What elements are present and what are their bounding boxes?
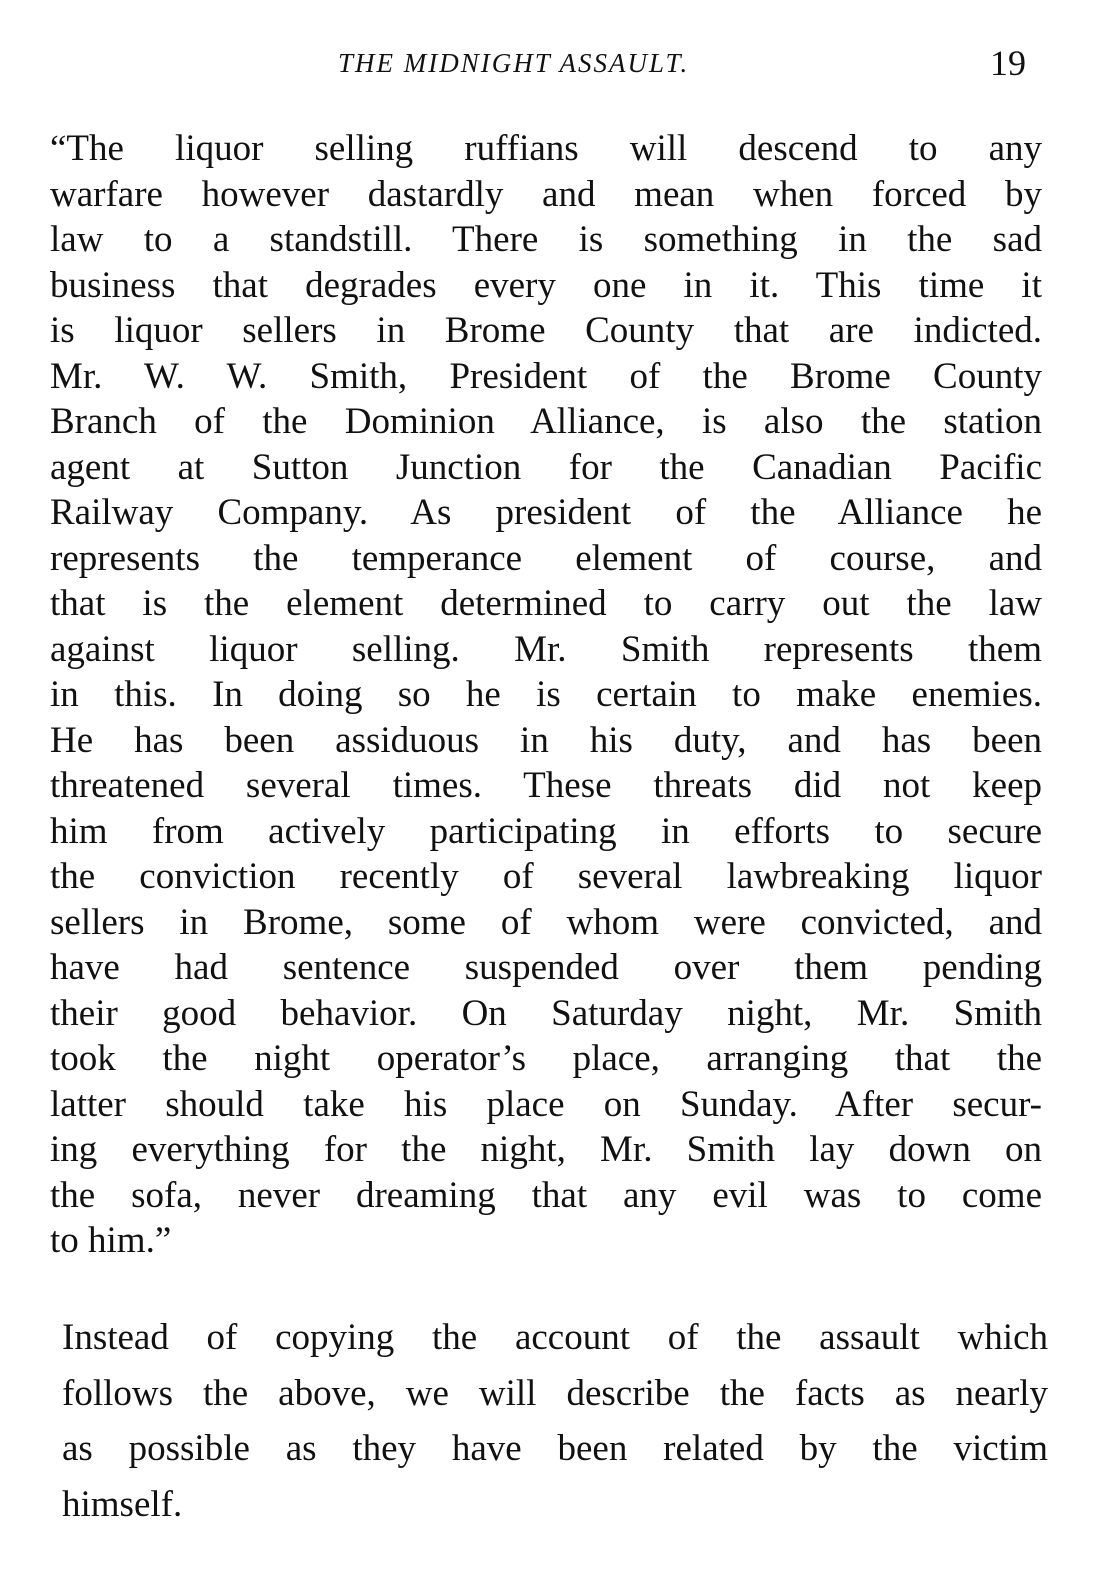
text-line: threatened several times. These threats did not keep <box>50 765 1042 806</box>
text-line: warfare however dastardly and mean when forced by <box>50 173 1042 215</box>
text-line: follows the above, we will describe the facts as nearly <box>62 1372 1048 1414</box>
text-line: that is the element determined to carry out the law <box>50 583 1042 624</box>
text-line: latter should take his place on Sunday. After secur- <box>50 1083 1042 1125</box>
text-line: in this. In doing so he is certain to make enemies. <box>50 674 1042 715</box>
page-number: 19 <box>990 43 1026 83</box>
text-line: ing everything for the night, Mr. Smith lay down on <box>50 1129 1042 1170</box>
running-head <box>0 42 1110 92</box>
running-title: THE MIDNIGHT ASSAULT. <box>338 48 690 78</box>
text-line: as possible as they have been related by the victim <box>62 1428 1048 1469</box>
text-line: have had sentence suspended over them pending <box>50 947 1042 988</box>
text-line: He has been assiduous in his duty, and has been <box>50 719 1042 761</box>
quoted-passage <box>50 126 1042 1264</box>
text-line: the conviction recently of several lawbreaking liquor <box>50 856 1042 897</box>
text-line: the sofa, never dreaming that any evil was to come <box>50 1174 1042 1216</box>
text-line: “The liquor selling ruffians will descend to any <box>50 128 1042 169</box>
text-line: their good behavior. On Saturday night, Mr. Smith <box>50 992 1042 1034</box>
text-line: Mr. W. W. Smith, President of the Brome County <box>50 355 1042 397</box>
text-line: against liquor selling. Mr. Smith represents them <box>50 628 1042 670</box>
text-line: himself. <box>62 1483 183 1525</box>
text-line: Branch of the Dominion Alliance, is also the station <box>50 401 1042 442</box>
text-line: took the night operator’s place, arranging that the <box>50 1038 1042 1079</box>
text-line: agent at Sutton Junction for the Canadian Pacific <box>50 446 1042 488</box>
text-line: represents the temperance element of course, and <box>50 537 1042 579</box>
text-line: law to a standstill. There is something in the sad <box>50 219 1042 260</box>
text-line: him from actively participating in efforts to secure <box>50 810 1042 852</box>
text-line: Railway Company. As president of the Alliance he <box>50 492 1042 533</box>
text-line: to him.” <box>50 1220 172 1261</box>
body-paragraph <box>62 1310 1048 1532</box>
text-line: sellers in Brome, some of whom were convicted, and <box>50 901 1042 943</box>
text-line: is liquor sellers in Brome County that are indicted. <box>50 310 1042 351</box>
text-line: business that degrades every one in it. This time it <box>50 264 1042 306</box>
text-line: Instead of copying the account of the assault which <box>62 1317 1048 1358</box>
